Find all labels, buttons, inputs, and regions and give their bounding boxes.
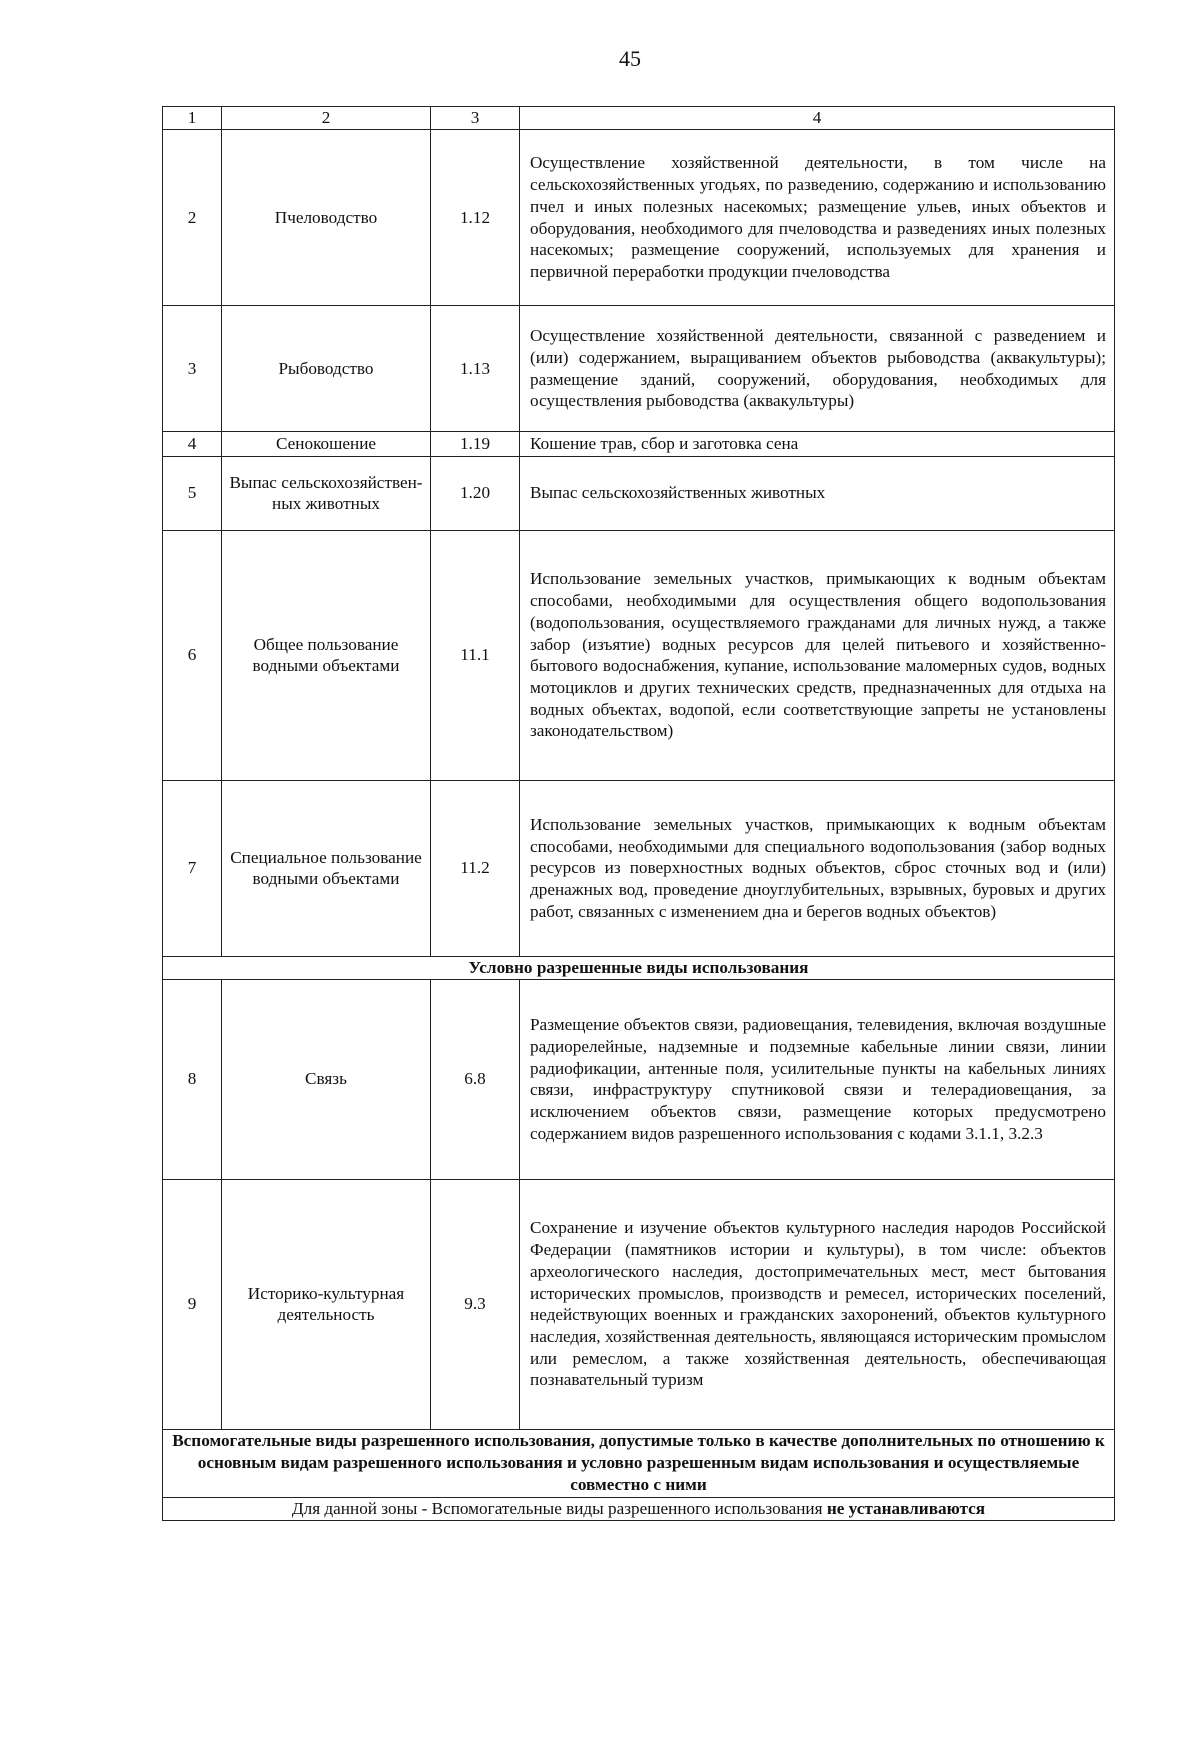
use-type-description: Выпас сельскохозяйственных животных <box>520 456 1115 530</box>
table-row <box>163 979 1115 1179</box>
use-type-code: 1.19 <box>431 432 520 457</box>
use-type-name: Выпас сельскохозяйствен-ных животных <box>222 456 431 530</box>
row-number: 9 <box>163 1179 222 1429</box>
use-type-description: Осуществление хозяйственной деятельности, в том числе на сельскохозяйственных угодьях, по разведению, содержанию и использованию пчел и иных полезных насекомых; размещение ульев, иных объектов и оборудования, необходимого для пчеловодства и разведениях иных полезных насекомых; размещение сооружений, используемых для хранения и первичной переработки продукции пчеловодства <box>520 130 1115 306</box>
page-number: 45 <box>619 46 641 71</box>
auxiliary-section-row <box>163 1429 1115 1497</box>
table-row <box>163 456 1115 530</box>
land-use-table <box>162 106 1115 1521</box>
column-header: 2 <box>222 107 431 130</box>
row-number: 6 <box>163 530 222 780</box>
column-header: 4 <box>520 107 1115 130</box>
row-number: 4 <box>163 432 222 457</box>
row-number: 2 <box>163 130 222 306</box>
use-type-name: Общее пользование водными объектами <box>222 530 431 780</box>
use-type-description: Кошение трав, сбор и заготовка сена <box>520 432 1115 457</box>
table-row <box>163 306 1115 432</box>
use-type-name: Пчеловодство <box>222 130 431 306</box>
use-type-code: 1.20 <box>431 456 520 530</box>
use-type-code: 9.3 <box>431 1179 520 1429</box>
use-type-code: 1.13 <box>431 306 520 432</box>
column-header: 3 <box>431 107 520 130</box>
row-number: 8 <box>163 979 222 1179</box>
use-type-description: Сохранение и изучение объектов культурного наследия народов Российской Федерации (памятников истории и культуры), в том числе: объектов археологического наследия, достопримечательных мест, мест бытования исторических промыслов, производств и ремесел, исторических поселений, недействующих военных и гражданских захоронений, объектов культурного наследия, хозяйственная деятельность, являющаяся историческим промыслом или ремеслом, а также хозяйственная деятельность, обеспечивающая познавательный туризм <box>520 1179 1115 1429</box>
table-row <box>163 780 1115 956</box>
use-type-description: Размещение объектов связи, радиовещания, телевидения, включая воздушные радиорелейные, надземные и подземные кабельные линии связи, линии радиофикации, антенные поля, усилительные пункты на кабельных линиях связи, инфраструктуру спутниковой связи и телерадиовещания, за исключением объектов связи, размещение которых предусмотрено содержанием видов разрешенного использования с кодами 3.1.1, 3.2.3 <box>520 979 1115 1179</box>
use-type-name: Специальное пользование водными объектами <box>222 780 431 956</box>
column-header-row <box>163 107 1115 130</box>
conditional-section-header: Условно разрешенные виды использования <box>163 956 1115 979</box>
use-type-name: Историко-культурная деятельность <box>222 1179 431 1429</box>
use-type-name: Связь <box>222 979 431 1179</box>
column-header: 1 <box>163 107 222 130</box>
use-type-description: Использование земельных участков, примыкающих к водным объектам способами, необходимыми для осуществления общего водопользования (водопользования, осуществляемого гражданами для личных нужд, а также забор (изъятие) водных ресурсов для целей питьевого и хозяйственно-бытового водоснабжения, купание, использование маломерных судов, водных мотоциклов и других технических средств, предназначенных для отдыха на водных объектах, водопой, если соответствующие запреты не установлены законодательством) <box>520 530 1115 780</box>
row-number: 7 <box>163 780 222 956</box>
table-row <box>163 130 1115 306</box>
use-type-code: 11.1 <box>431 530 520 780</box>
use-type-code: 1.12 <box>431 130 520 306</box>
auxiliary-note-row <box>163 1497 1115 1520</box>
table-row <box>163 1179 1115 1429</box>
table-row <box>163 432 1115 457</box>
use-type-code: 11.2 <box>431 780 520 956</box>
auxiliary-note <box>163 1497 1115 1520</box>
use-type-description: Осуществление хозяйственной деятельности, связанной с разведением и (или) содержанием, выращиванием объектов рыбоводства (аквакультуры); размещение зданий, сооружений, оборудования, необходимых для осуществления рыбоводства (аквакультуры) <box>520 306 1115 432</box>
conditional-section-row <box>163 956 1115 979</box>
use-type-name: Сенокошение <box>222 432 431 457</box>
use-type-description: Использование земельных участков, примыкающих к водным объектам способами, необходимыми для специального водопользования (забор водных ресурсов из поверхностных водных объектов, сброс сточных вод и (или) дренажных вод, проведение дноуглубительных, взрывных, буровых и других работ, связанных с изменением дна и берегов водных объектов) <box>520 780 1115 956</box>
use-type-code: 6.8 <box>431 979 520 1179</box>
row-number: 3 <box>163 306 222 432</box>
use-type-name: Рыбоводство <box>222 306 431 432</box>
auxiliary-note-emphasis: не устанавливаются <box>826 1498 986 1518</box>
auxiliary-section-header: Вспомогательные виды разрешенного использования, допустимые только в качестве дополнительных по отношению к основным видам разрешенного использования и условно разрешенным видам использования и осуществляемые совместно с ними <box>163 1429 1115 1497</box>
table-row <box>163 530 1115 780</box>
auxiliary-note-text: Для данной зоны - Вспомогательные виды разрешенного использования <box>291 1498 827 1518</box>
row-number: 5 <box>163 456 222 530</box>
